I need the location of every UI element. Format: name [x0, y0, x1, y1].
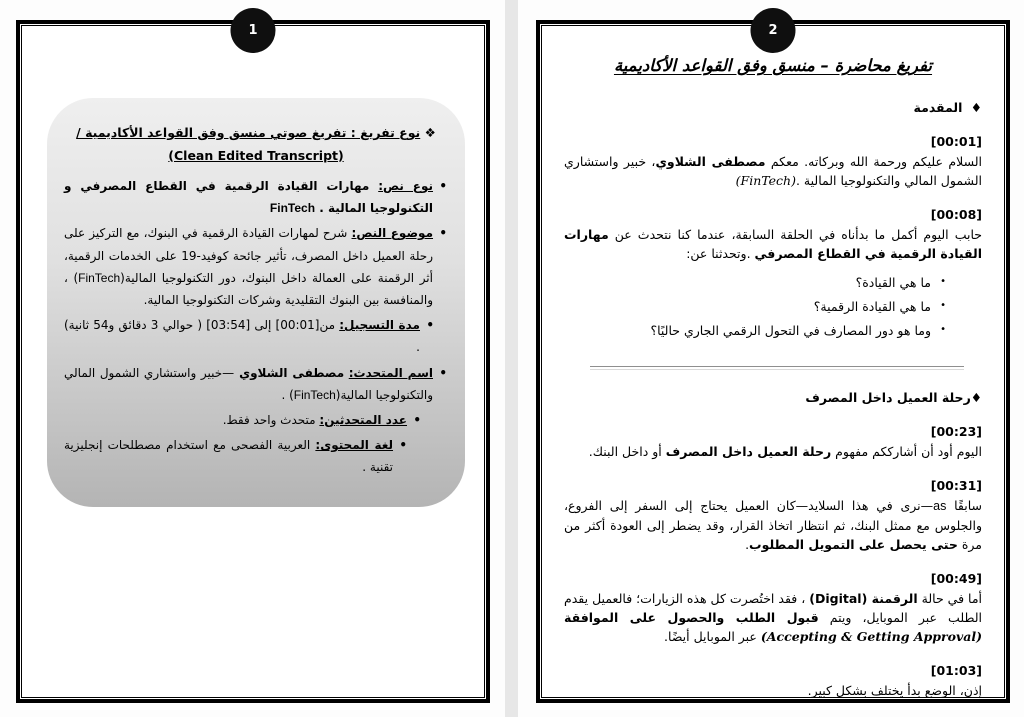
info-item-topic: • موضوع النص: شرح لمهارات القيادة الرقمية في البنوك، مع التركيز على رحلة العميل داخل المصرف، تأثير جائحة كوفيد-19 على الخدمات الرقمية، أثر الرقمنة على العمالة داخل البنوك، دور التكنولوجيا المالية(FinTech) ، والمنافسة بين البنوك التقليدية وشركات التكنولوجيا المالية. — [64, 222, 448, 311]
timestamp-0049: [00:49] — [930, 571, 982, 587]
diamond-icon: ♦ — [970, 390, 982, 406]
timestamp-0103: [01:03] — [930, 663, 982, 679]
info-item-content-language: • لغة المحتوى: العربية الفصحى مع استخدام مصطلحات إنجليزية تقنية . — [64, 434, 408, 478]
page-gap-strip — [505, 0, 518, 717]
page-2-content — [545, 29, 1001, 699]
timestamp-0023: [00:23] — [930, 424, 982, 440]
page-1-number: 1 — [248, 23, 258, 38]
page-2-number: 2 — [768, 23, 778, 38]
section-heading-intro-text: المقدمة — [913, 100, 963, 116]
section-heading-intro — [564, 98, 982, 117]
transcript-info-heading-text: نوع تفريغ : تفريغ صوتي منسق وفق القواعد الأكاديمية / (Clean Edited Transcript) — [76, 125, 421, 163]
transcript-info-box — [47, 98, 465, 507]
page-1-number-badge — [231, 8, 276, 53]
paragraph-greeting: السلام عليكم ورحمة الله وبركاته. معكم مصطفى الشلاوي، خبير واستشاري الشمول المالي والتكنولوجيا المالية .(FinTech) — [564, 154, 982, 189]
question-item-leadership: • ما هي القيادة؟ — [564, 273, 948, 292]
page-1-content — [25, 29, 481, 694]
page-2-number-badge — [751, 8, 796, 53]
paragraph-journey-intro: اليوم أود أن أشارككم مفهوم رحلة العميل داخل المصرف أو داخل البنك. — [588, 444, 982, 460]
timestamp-0031: [00:31] — [930, 478, 982, 494]
paragraph-conclusion: إذن، الوضع بدأ يختلف بشكل كبير. — [807, 683, 982, 699]
questions-list — [564, 273, 948, 340]
info-item-speaker-name: • اسم المتحدث: مصطفى الشلاوي —خبير واستشاري الشمول المالي والتكنولوجيا المالية(FinTech) . — [64, 362, 448, 406]
paragraph-digital-journey: أما في حالة الرقمنة (Digital) ، فقد اختُصرت كل هذه الزيارات؛ فالعميل يقدم الطلب عبر الموبايل، ويتم قبول الطلب والحصول على الموافقة (Accepting & Getting Approval) عبر الموبايل أيضًا. — [564, 591, 982, 645]
transcript-info-list — [64, 175, 448, 478]
document-title-text: تفريغ محاضرة – منسق وفق القواعد الأكاديمية — [613, 56, 933, 75]
page-1 — [16, 20, 490, 703]
transcript-info-heading — [64, 122, 448, 167]
timestamp-0008: [00:08] — [930, 207, 982, 223]
question-item-banks-role: • وما هو دور المصارف في التحول الرقمي الجاري حاليًا؟ — [564, 321, 948, 340]
paragraph-traditional-journey: سابقًا as—نرى في هذا السلايد—كان العميل يحتاج إلى السفر إلى الفروع، والجلوس مع ممثل البنك، ثم انتظار اتخاذ القرار، وقد يضطر إلى العودة أكثر من مرة حتى يحصل على التمويل المطلوب. — [564, 498, 982, 553]
page-2 — [536, 20, 1010, 703]
diamond-icon: ♦ — [970, 100, 982, 116]
section-heading-customer-journey — [564, 388, 982, 407]
info-item-speaker-count: • عدد المتحدثين: متحدث واحد فقط. — [64, 409, 422, 431]
info-item-text-type: • نوع نص: مهارات القيادة الرقمية في القطاع المصرفي و التكنولوجيا المالية . FinTech — [64, 175, 448, 219]
document-title — [564, 53, 982, 78]
info-item-duration: • مدة التسجيل: من[00:01] إلى [03:54] ( حوالي 3 دقائق و54 ثانية) . — [64, 314, 435, 358]
section-heading-customer-journey-text: رحلة العميل داخل المصرف — [805, 390, 971, 406]
section-divider — [590, 366, 964, 370]
paragraph-recap: حابب اليوم أكمل ما بدأناه في الحلقة السابقة، عندما كنا نتحدث عن مهارات القيادة الرقمية في القطاع المصرفي .وتحدثنا عن: — [564, 227, 982, 262]
question-item-digital-leadership: • ما هي القيادة الرقمية؟ — [564, 297, 948, 316]
timestamp-0001: [00:01] — [930, 134, 982, 150]
four-diamond-icon: ❖ — [424, 125, 436, 140]
